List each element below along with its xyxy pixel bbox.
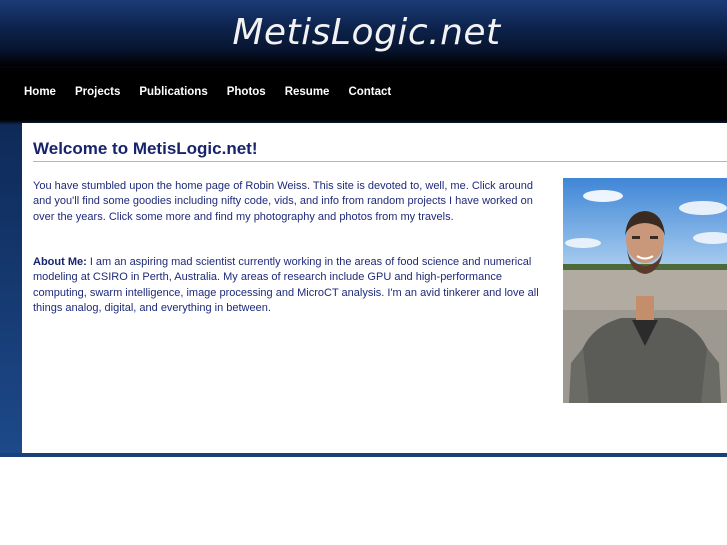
nav-resume[interactable]: Resume	[284, 86, 330, 98]
intro-paragraph: You have stumbled upon the home page of Robin Weiss. This site is devoted to, well, me. Click around and you'll find some goodies including nifty code, vids, and info from random projects I have worked on over the years. Click some more and find my photography and photos from my travels.	[33, 180, 533, 223]
nav-home[interactable]: Home	[24, 86, 56, 98]
site-header	[0, 0, 727, 66]
main-nav	[24, 86, 410, 98]
about-paragraph	[33, 255, 545, 316]
nav-publications[interactable]: Publications	[139, 86, 208, 98]
about-text: I am an aspiring mad scientist currently working in the areas of food science and numerical modeling at CSIRO in Perth, Australia. My areas of research include GPU and high-performance computing, swarm intelligence, image processing and MicroCT analysis. I'm an avid tinkerer and love all things analog, digital, and everything in between.	[33, 256, 539, 314]
nav-photos[interactable]: Photos	[226, 86, 266, 98]
heading-divider	[33, 161, 727, 162]
page-heading: Welcome to MetisLogic.net!	[33, 139, 258, 158]
nav-contact[interactable]: Contact	[348, 86, 392, 98]
profile-photo	[563, 178, 727, 403]
content-bottom-border	[0, 453, 727, 457]
nav-projects[interactable]: Projects	[74, 86, 121, 98]
about-label: About Me:	[33, 256, 87, 268]
site-title: MetisLogic.net	[232, 12, 501, 53]
content-panel	[22, 123, 727, 453]
